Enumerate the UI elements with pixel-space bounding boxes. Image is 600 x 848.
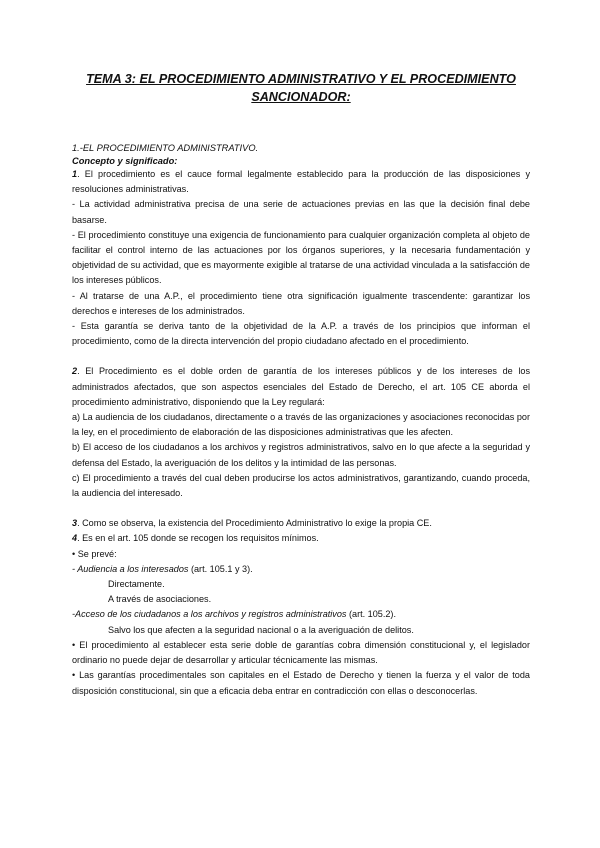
paragraph-text: . El Procedimiento es el doble orden de garantía de los intereses públicos y de los intereses de los administrados afectados, que son aspectos esenciales del Estado de Derecho, el art. 105 CE aborda el procedimiento administrativo, disponiendo que la Ley regulará: — [72, 366, 530, 407]
paragraph-12: • Se prevé: — [72, 548, 117, 559]
paragraph-19: • Las garantías procedimentales son capitales en el Estado de Derecho y tienen la fuerza y el valor de toda disposición constitucional, sin que a eficacia deba entrar en contradicción con ellas o desconocerlas. — [72, 670, 530, 696]
paragraph-number: 4 — [72, 533, 78, 544]
paragraph-1 — [72, 167, 530, 197]
paragraph-3: - El procedimiento constituye una exigencia de funcionamiento para cualquier organización completa al objeto de facilitar el control interno de las actuaciones por los órganos superiores, y la necesaria fundamentación y objetividad de su actividad, que es mayormente exigible al tratarse de una actividad vinculada a la satisfacción de los intereses públicos. — [72, 229, 530, 286]
title-line-2: SANCIONADOR: — [251, 90, 351, 104]
paragraph-7: a) La audiencia de los ciudadanos, directamente o a través de las organizaciones y asociaciones reconocidas por la ley, en el procedimiento de elaboración de las disposiciones administrativas que les afecten. — [72, 412, 530, 438]
paragraph-10 — [72, 516, 530, 531]
document-title — [72, 70, 530, 106]
paragraph-6 — [72, 364, 530, 410]
paragraph-text: . Es en el art. 105 donde se recogen los requisitos mínimos. — [77, 533, 319, 544]
italic-text: -Acceso de los ciudadanos a los archivos y registros administrativos — [72, 609, 347, 620]
paragraph-5: - Esta garantía se deriva tanto de la objetividad de la A.P. a través de los principios que informan el procedimiento, como de la directa intervención del propio ciudadano afectado en el procedimiento. — [72, 321, 530, 347]
paragraph-18: • El procedimiento al establecer esta serie doble de garantías cobra dimensión constitucional y, el legislador ordinario no puede dejar de desarrollar y articular técnicamente las mismas. — [72, 639, 530, 666]
paragraph-14: Directamente. — [108, 579, 165, 590]
paragraph-text: (art. 105.1 y 3). — [188, 563, 253, 574]
paragraph-13 — [72, 562, 530, 577]
paragraph-text: . El procedimiento es el cauce formal legalmente establecido para la producción de las disposiciones y resoluciones administrativas. — [72, 169, 530, 195]
paragraph-number: 2 — [72, 366, 78, 377]
paragraph-17: Salvo los que afecten a la seguridad nacional o a la averiguación de delitos. — [108, 624, 414, 635]
paragraph-9: c) El procedimiento a través del cual deben producirse los actos administrativos, garantizando, cuando proceda, la audiencia del interesado. — [72, 472, 530, 499]
paragraph-number: 3 — [72, 518, 78, 529]
paragraph-4: - Al tratarse de una A.P., el procedimiento tiene otra significación igualmente trascendente: garantizar los derechos e intereses de los administrados. — [72, 290, 530, 316]
section-subheading: Concepto y significado: — [72, 155, 178, 166]
document-page — [72, 70, 530, 699]
section-heading: 1.-EL PROCEDIMIENTO ADMINISTRATIVO. — [72, 143, 259, 153]
paragraph-15: A través de asociaciones. — [108, 594, 212, 605]
paragraph-number: 1 — [72, 169, 78, 179]
paragraph-2: - La actividad administrativa precisa de una serie de actuaciones previas en las que la decisión final debe basarse. — [72, 199, 530, 225]
paragraph-text: . Como se observa, la existencia del Procedimiento Administrativo lo exige la propia CE. — [77, 518, 432, 529]
italic-text: - Audiencia a los interesados — [72, 563, 189, 574]
paragraph-8: b) El acceso de los ciudadanos a los archivos y registros administrativos, salvo en lo que afecte a la seguridad y defensa del Estado, la averiguación de los delitos y la intimidad de las personas. — [72, 442, 530, 468]
paragraph-text: (art. 105.2). — [346, 609, 396, 620]
title-line-1: TEMA 3: EL PROCEDIMIENTO ADMINISTRATIVO Y EL PROCEDIMIENTO — [86, 72, 516, 86]
paragraph-16 — [72, 607, 530, 622]
paragraph-11 — [72, 531, 530, 546]
